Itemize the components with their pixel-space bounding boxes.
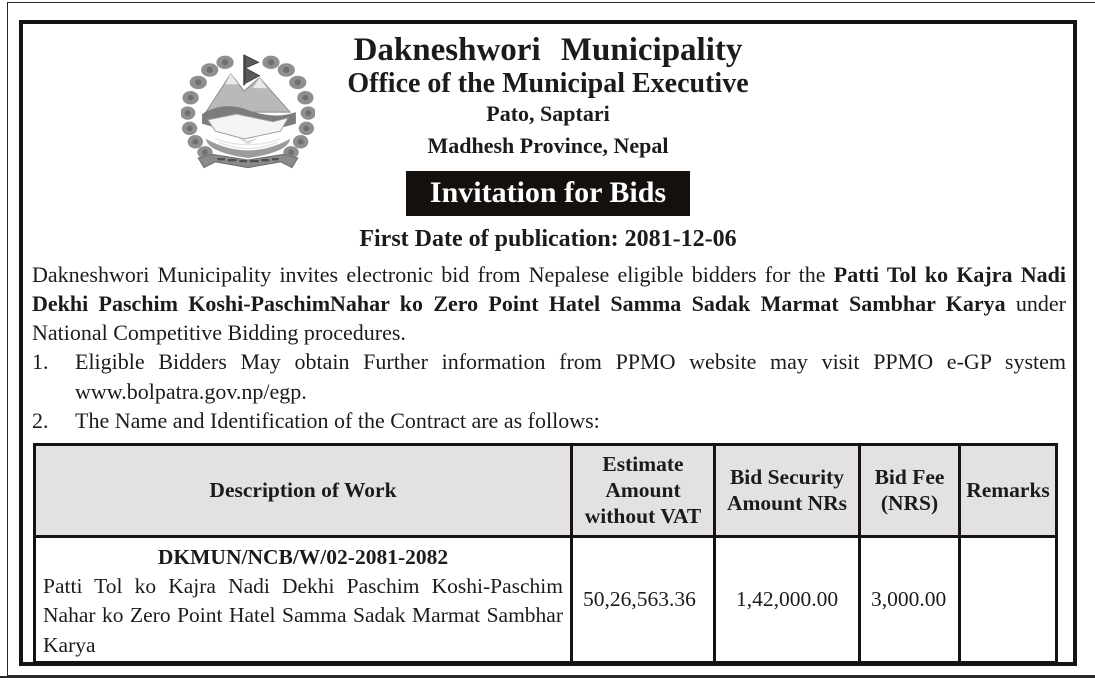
project-name-bold: Patti Tol ko Kajra Nadi Dekhi Paschim Koshi-PaschimNahar ko Zero Point Hatel Samma Sadak Marmat Sambhar Karya	[32, 262, 1066, 316]
description-cell	[35, 536, 572, 662]
publication-date-line: First Date of publication: 2081-12-06	[359, 226, 737, 252]
col-header-bid-security: Bid Security Amount NRs	[715, 444, 860, 536]
page-bottom-rule	[0, 676, 1095, 678]
col-header-remarks: Remarks	[960, 444, 1057, 536]
table-row	[35, 536, 1057, 662]
list-number-1: 1.	[32, 349, 49, 374]
table-header-row	[35, 444, 1057, 536]
office-name: Office of the Municipal Executive	[347, 68, 749, 99]
contract-id: DKMUN/NCB/W/02-2081-2082	[157, 544, 449, 569]
remarks-cell	[960, 536, 1057, 662]
intro-text-end: under National Competitive Bidding procedures.	[32, 291, 1066, 345]
notice-border-frame	[19, 20, 1077, 666]
col-header-estimate-amount: Estimate Amount without VAT	[572, 444, 715, 536]
list-number-2: 2.	[32, 408, 49, 433]
list-item-2	[32, 406, 1066, 436]
notice-body	[23, 260, 1073, 436]
list-text-2: The Name and Identification of the Contract are as follows:	[75, 408, 600, 433]
municipality-name: Dakneshwori Municipality	[353, 32, 743, 68]
province-line: Madhesh Province, Nepal	[427, 133, 669, 158]
col-header-bid-fee: Bid Fee (NRS)	[860, 444, 960, 536]
col-header-description: Description of Work	[35, 444, 572, 536]
nepal-coat-of-arms-icon	[181, 50, 315, 178]
office-location: Pato, Saptari	[486, 101, 610, 126]
list-text-1: Eligible Bidders May obtain Further information from PPMO website may visit PPMO e-GP system www.bolpatra.gov.np/egp.	[75, 349, 1066, 404]
intro-paragraph	[32, 260, 1066, 347]
notice-title-banner: Invitation for Bids	[406, 171, 690, 216]
list-item-1	[32, 347, 1066, 406]
bid-fee-cell: 3,000.00	[860, 536, 960, 662]
contract-table	[33, 443, 1058, 664]
intro-text-start: Dakneshwori Municipality invites electronic bid from Nepalese eligible bidders for the	[32, 262, 834, 287]
work-description: Patti Tol ko Kajra Nadi Dekhi Paschim Koshi-Paschim Nahar ko Zero Point Hatel Samma Sadak Marmat Sambhar Karya	[43, 573, 563, 657]
bid-security-cell: 1,42,000.00	[715, 536, 860, 662]
estimate-amount-cell: 50,26,563.36	[572, 536, 715, 662]
